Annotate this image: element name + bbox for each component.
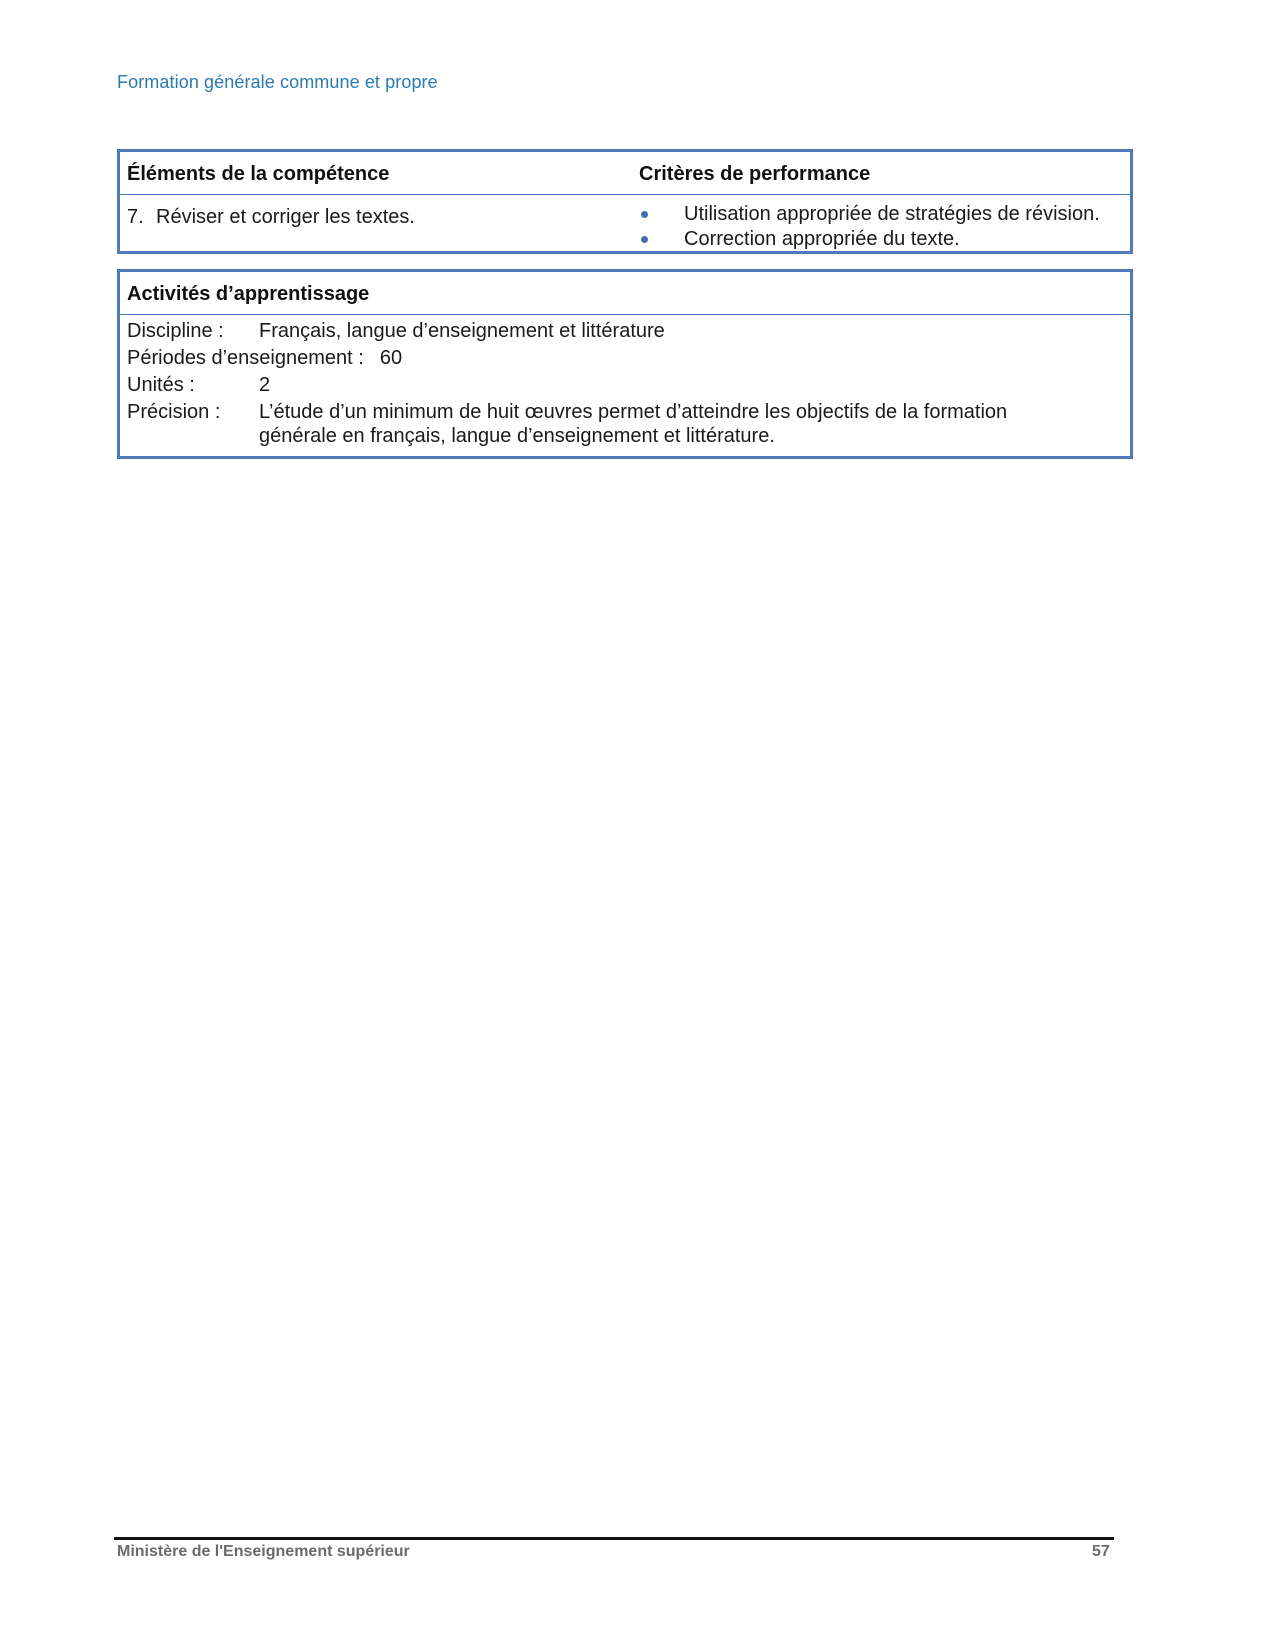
precision-label: Précision :: [127, 401, 221, 423]
footer-divider: [114, 1537, 1114, 1540]
periodes-row: [127, 346, 402, 370]
bullet-icon: [641, 236, 648, 243]
precision-value: L’étude d’un minimum de huit œuvres permet d’atteindre les objectifs de la formation générale en français, langue d’enseignement et littérature.: [259, 401, 1008, 447]
column-header-elements: Éléments de la compétence: [127, 163, 390, 185]
element-number: 7.: [127, 206, 144, 228]
competence-element: [127, 206, 415, 229]
competence-table: [117, 149, 1133, 254]
activites-title: Activités d’apprentissage: [127, 283, 370, 305]
criteria-item: [639, 202, 1100, 227]
unites-row: [127, 373, 271, 397]
discipline-value: Français, langue d’enseignement et littérature: [259, 320, 665, 342]
column-header-criteres: Critères de performance: [639, 163, 871, 185]
document-section-title: Formation générale commune et propre: [117, 72, 438, 92]
activites-table: [117, 269, 1133, 459]
discipline-row: [127, 319, 665, 343]
periodes-label: Périodes d’enseignement :: [127, 347, 364, 369]
element-text: Réviser et corriger les textes.: [156, 206, 415, 228]
precision-row: [127, 400, 1127, 447]
page-number: 57: [1092, 1543, 1110, 1560]
footer-ministry: Ministère de l'Enseignement supérieur: [117, 1543, 410, 1560]
bullet-icon: [641, 211, 648, 218]
criteria-text: Utilisation appropriée de stratégies de révision.: [684, 203, 1100, 225]
unites-label: Unités :: [127, 374, 195, 396]
unites-value: 2: [259, 374, 271, 396]
competence-table-header: [120, 152, 1130, 195]
activites-table-header: [120, 272, 1130, 315]
criteria-list: [639, 202, 1100, 252]
periodes-value: 60: [379, 347, 403, 369]
criteria-item: [639, 227, 1100, 252]
criteria-text: Correction appropriée du texte.: [684, 228, 960, 250]
discipline-label: Discipline :: [127, 320, 224, 342]
